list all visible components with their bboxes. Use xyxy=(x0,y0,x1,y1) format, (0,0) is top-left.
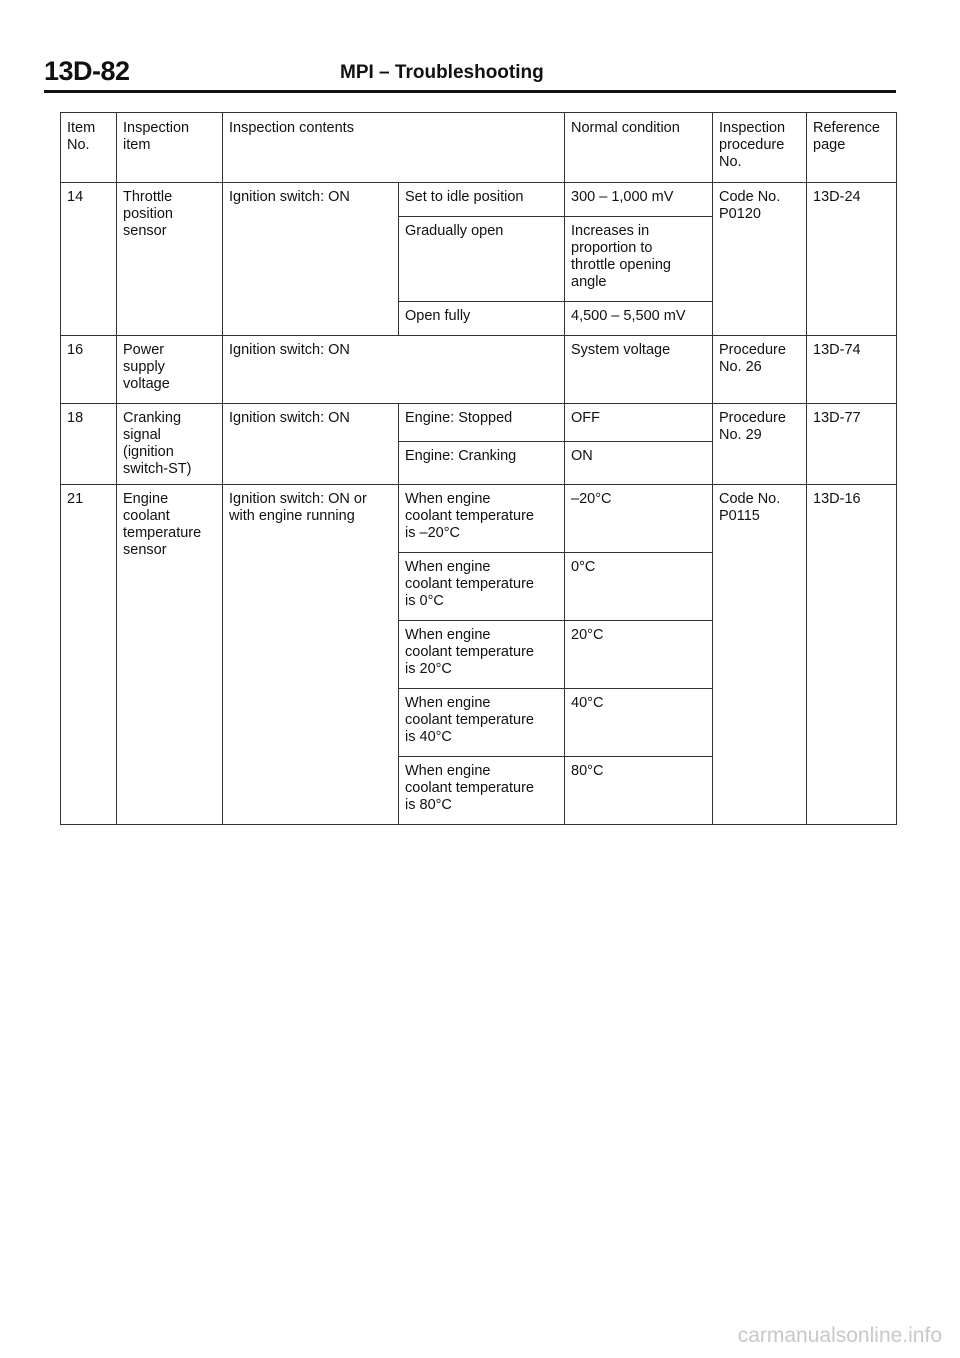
normal-cell: System voltage xyxy=(565,336,713,404)
state-cell: When engine coolant temperature is 20°C xyxy=(399,621,565,689)
normal-cell: 80°C xyxy=(565,757,713,825)
normal-cell: Increases in proportion to throttle opening angle xyxy=(565,217,713,302)
condition-cell: Ignition switch: ON xyxy=(223,183,399,336)
reference-cell: 13D-74 xyxy=(807,336,897,404)
state-cell: Engine: Cranking xyxy=(399,441,565,484)
header-normal-condition: Normal condition xyxy=(565,113,713,183)
state-cell: When engine coolant temperature is –20°C xyxy=(399,485,565,553)
normal-cell: 300 – 1,000 mV xyxy=(565,183,713,217)
table-row xyxy=(61,485,897,553)
page-number: 13D-82 xyxy=(44,56,130,86)
item-no-cell: 18 xyxy=(61,404,117,485)
condition-cell: Ignition switch: ON xyxy=(223,404,399,485)
normal-cell: 0°C xyxy=(565,553,713,621)
state-cell: Set to idle position xyxy=(399,183,565,217)
table-row xyxy=(61,183,897,217)
state-cell: When engine coolant temperature is 0°C xyxy=(399,553,565,621)
normal-cell: 4,500 – 5,500 mV xyxy=(565,302,713,336)
inspection-table xyxy=(60,112,897,825)
normal-cell: 20°C xyxy=(565,621,713,689)
header-procedure: Inspection procedure No. xyxy=(713,113,807,183)
procedure-cell: Procedure No. 29 xyxy=(713,404,807,485)
header-rule xyxy=(44,90,896,93)
item-no-cell: 21 xyxy=(61,485,117,825)
normal-cell: OFF xyxy=(565,404,713,442)
table-row xyxy=(61,336,897,404)
procedure-cell: Code No. P0115 xyxy=(713,485,807,825)
state-cell: Engine: Stopped xyxy=(399,404,565,442)
procedure-cell: Procedure No. 26 xyxy=(713,336,807,404)
item-no-cell: 16 xyxy=(61,336,117,404)
header-inspection-contents: Inspection contents xyxy=(223,113,565,183)
table-row xyxy=(61,404,897,442)
table-header-row xyxy=(61,113,897,183)
reference-cell: 13D-77 xyxy=(807,404,897,485)
procedure-cell: Code No. P0120 xyxy=(713,183,807,336)
page-header xyxy=(44,56,896,90)
inspection-item-cell: Engine coolant temperature sensor xyxy=(117,485,223,825)
state-cell: When engine coolant temperature is 40°C xyxy=(399,689,565,757)
inspection-item-cell: Cranking signal (ignition switch-ST) xyxy=(117,404,223,485)
inspection-item-cell: Power supply voltage xyxy=(117,336,223,404)
normal-cell: ON xyxy=(565,441,713,484)
reference-cell: 13D-16 xyxy=(807,485,897,825)
state-cell: When engine coolant temperature is 80°C xyxy=(399,757,565,825)
header-inspection-item: Inspection item xyxy=(117,113,223,183)
condition-cell: Ignition switch: ON or with engine running xyxy=(223,485,399,825)
inspection-item-cell: Throttle position sensor xyxy=(117,183,223,336)
state-cell: Open fully xyxy=(399,302,565,336)
header-reference: Reference page xyxy=(807,113,897,183)
state-cell: Gradually open xyxy=(399,217,565,302)
normal-cell: –20°C xyxy=(565,485,713,553)
watermark: carmanualsonline.info xyxy=(737,1324,942,1347)
normal-cell: 40°C xyxy=(565,689,713,757)
item-no-cell: 14 xyxy=(61,183,117,336)
condition-cell: Ignition switch: ON xyxy=(223,336,565,404)
page-title: MPI – Troubleshooting xyxy=(340,62,544,83)
reference-cell: 13D-24 xyxy=(807,183,897,336)
header-item-no: Item No. xyxy=(61,113,117,183)
